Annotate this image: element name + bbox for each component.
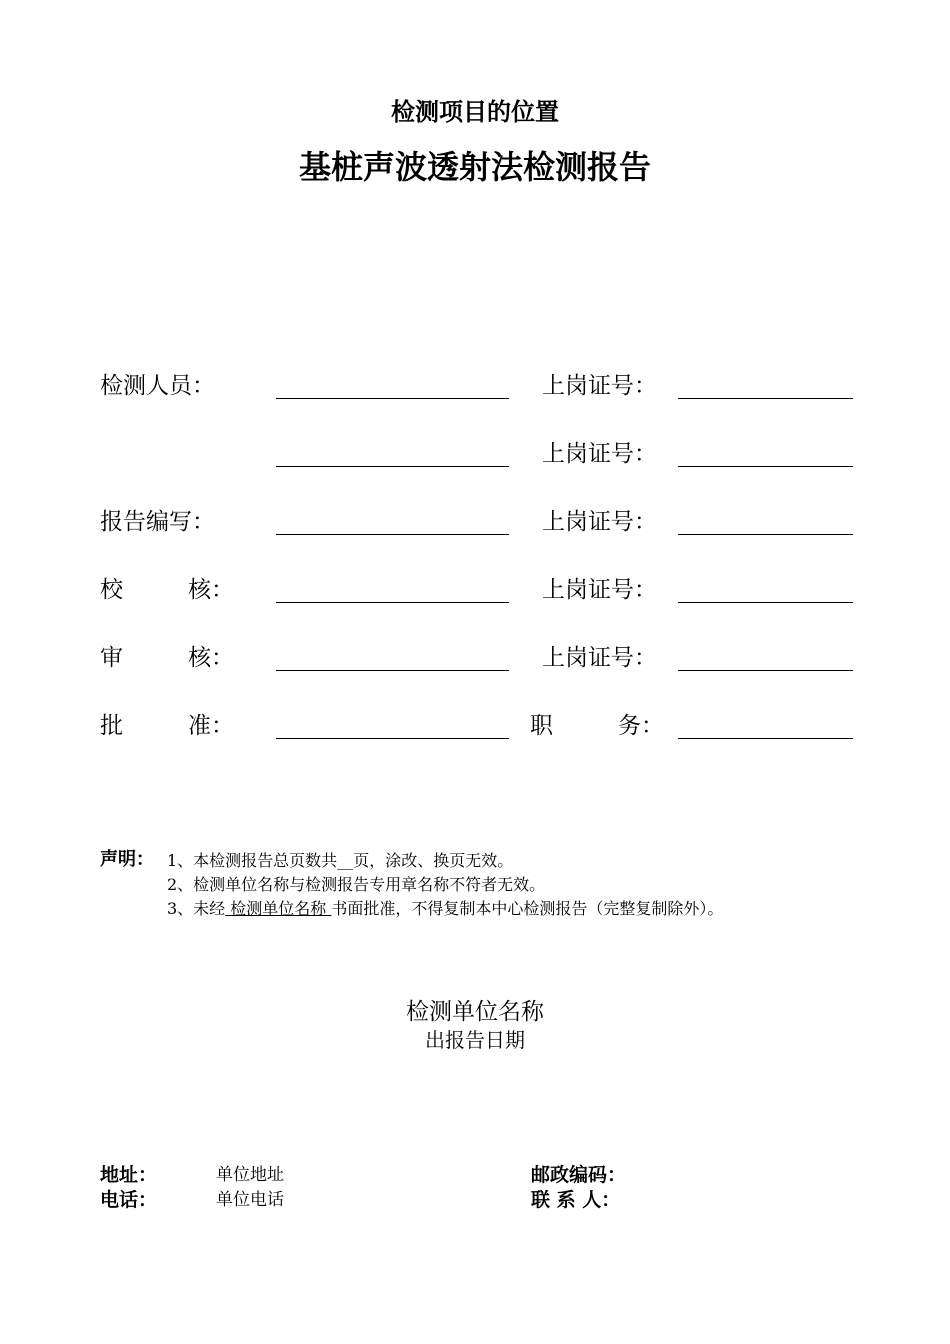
- page-count-blank: __: [337, 851, 354, 870]
- testers-label: 检测人员：: [100, 373, 215, 399]
- address-value: 单位地址: [216, 1165, 284, 1185]
- position-label-char: 职: [530, 713, 553, 739]
- testers-signature-line[interactable]: [276, 398, 509, 399]
- writer-label: 报告编写：: [100, 509, 215, 535]
- declaration-item-1: [167, 851, 513, 871]
- approve-label-char: 批: [100, 713, 123, 739]
- postcode-label: 邮政编码：: [531, 1164, 627, 1186]
- tester2-signature-line[interactable]: [276, 466, 509, 467]
- approve-label: 准：: [188, 713, 234, 739]
- cert-number-label: 上岗证号：: [542, 645, 657, 671]
- cert-number-line[interactable]: [678, 398, 853, 399]
- cert-number-label: 上岗证号：: [542, 373, 657, 399]
- cert-number-label: 上岗证号：: [542, 441, 657, 467]
- report-title: 基桩声波透射法检测报告: [298, 148, 651, 186]
- cert-number-label: 上岗证号：: [542, 577, 657, 603]
- phone-label: 电话：: [100, 1189, 158, 1211]
- declaration-item-2: 2、检测单位名称与检测报告专用章名称不符者无效。: [167, 875, 546, 894]
- declaration-heading: 声明：: [100, 849, 154, 870]
- declaration-item-3-suffix: 书面批准，不得复制本中心检测报告（完整复制除外）。: [331, 899, 724, 918]
- declaration-item-3: [167, 899, 723, 919]
- review-label-char: 审: [100, 645, 123, 671]
- address-label: 地址：: [100, 1164, 158, 1186]
- check-label-char: 校: [100, 577, 123, 603]
- report-subtitle: 检测项目的位置: [391, 97, 559, 126]
- declaration-item-3-prefix: 3、未经: [167, 899, 226, 918]
- approve-signature-line[interactable]: [276, 738, 509, 739]
- writer-signature-line[interactable]: [276, 534, 509, 535]
- check-signature-line[interactable]: [276, 602, 509, 603]
- report-date: 出报告日期: [425, 1028, 525, 1052]
- declaration-org-name: 检测单位名称: [225, 899, 332, 918]
- cert-number-line[interactable]: [678, 670, 853, 671]
- issuer-org-name: 检测单位名称: [406, 999, 544, 1025]
- declaration-item-1-suffix: 页，涂改、换页无效。: [353, 851, 514, 870]
- cert-number-line[interactable]: [678, 466, 853, 467]
- cert-number-line[interactable]: [678, 534, 853, 535]
- cert-number-line[interactable]: [678, 602, 853, 603]
- position-label: 务：: [618, 713, 664, 739]
- position-line[interactable]: [678, 738, 853, 739]
- review-signature-line[interactable]: [276, 670, 509, 671]
- contact-label: 联 系 人：: [531, 1189, 621, 1211]
- declaration-item-1-prefix: 1、本检测报告总页数共: [167, 851, 338, 870]
- phone-value: 单位电话: [216, 1190, 284, 1210]
- cert-number-label: 上岗证号：: [542, 509, 657, 535]
- review-label: 核：: [188, 645, 234, 671]
- check-label: 核：: [188, 577, 234, 603]
